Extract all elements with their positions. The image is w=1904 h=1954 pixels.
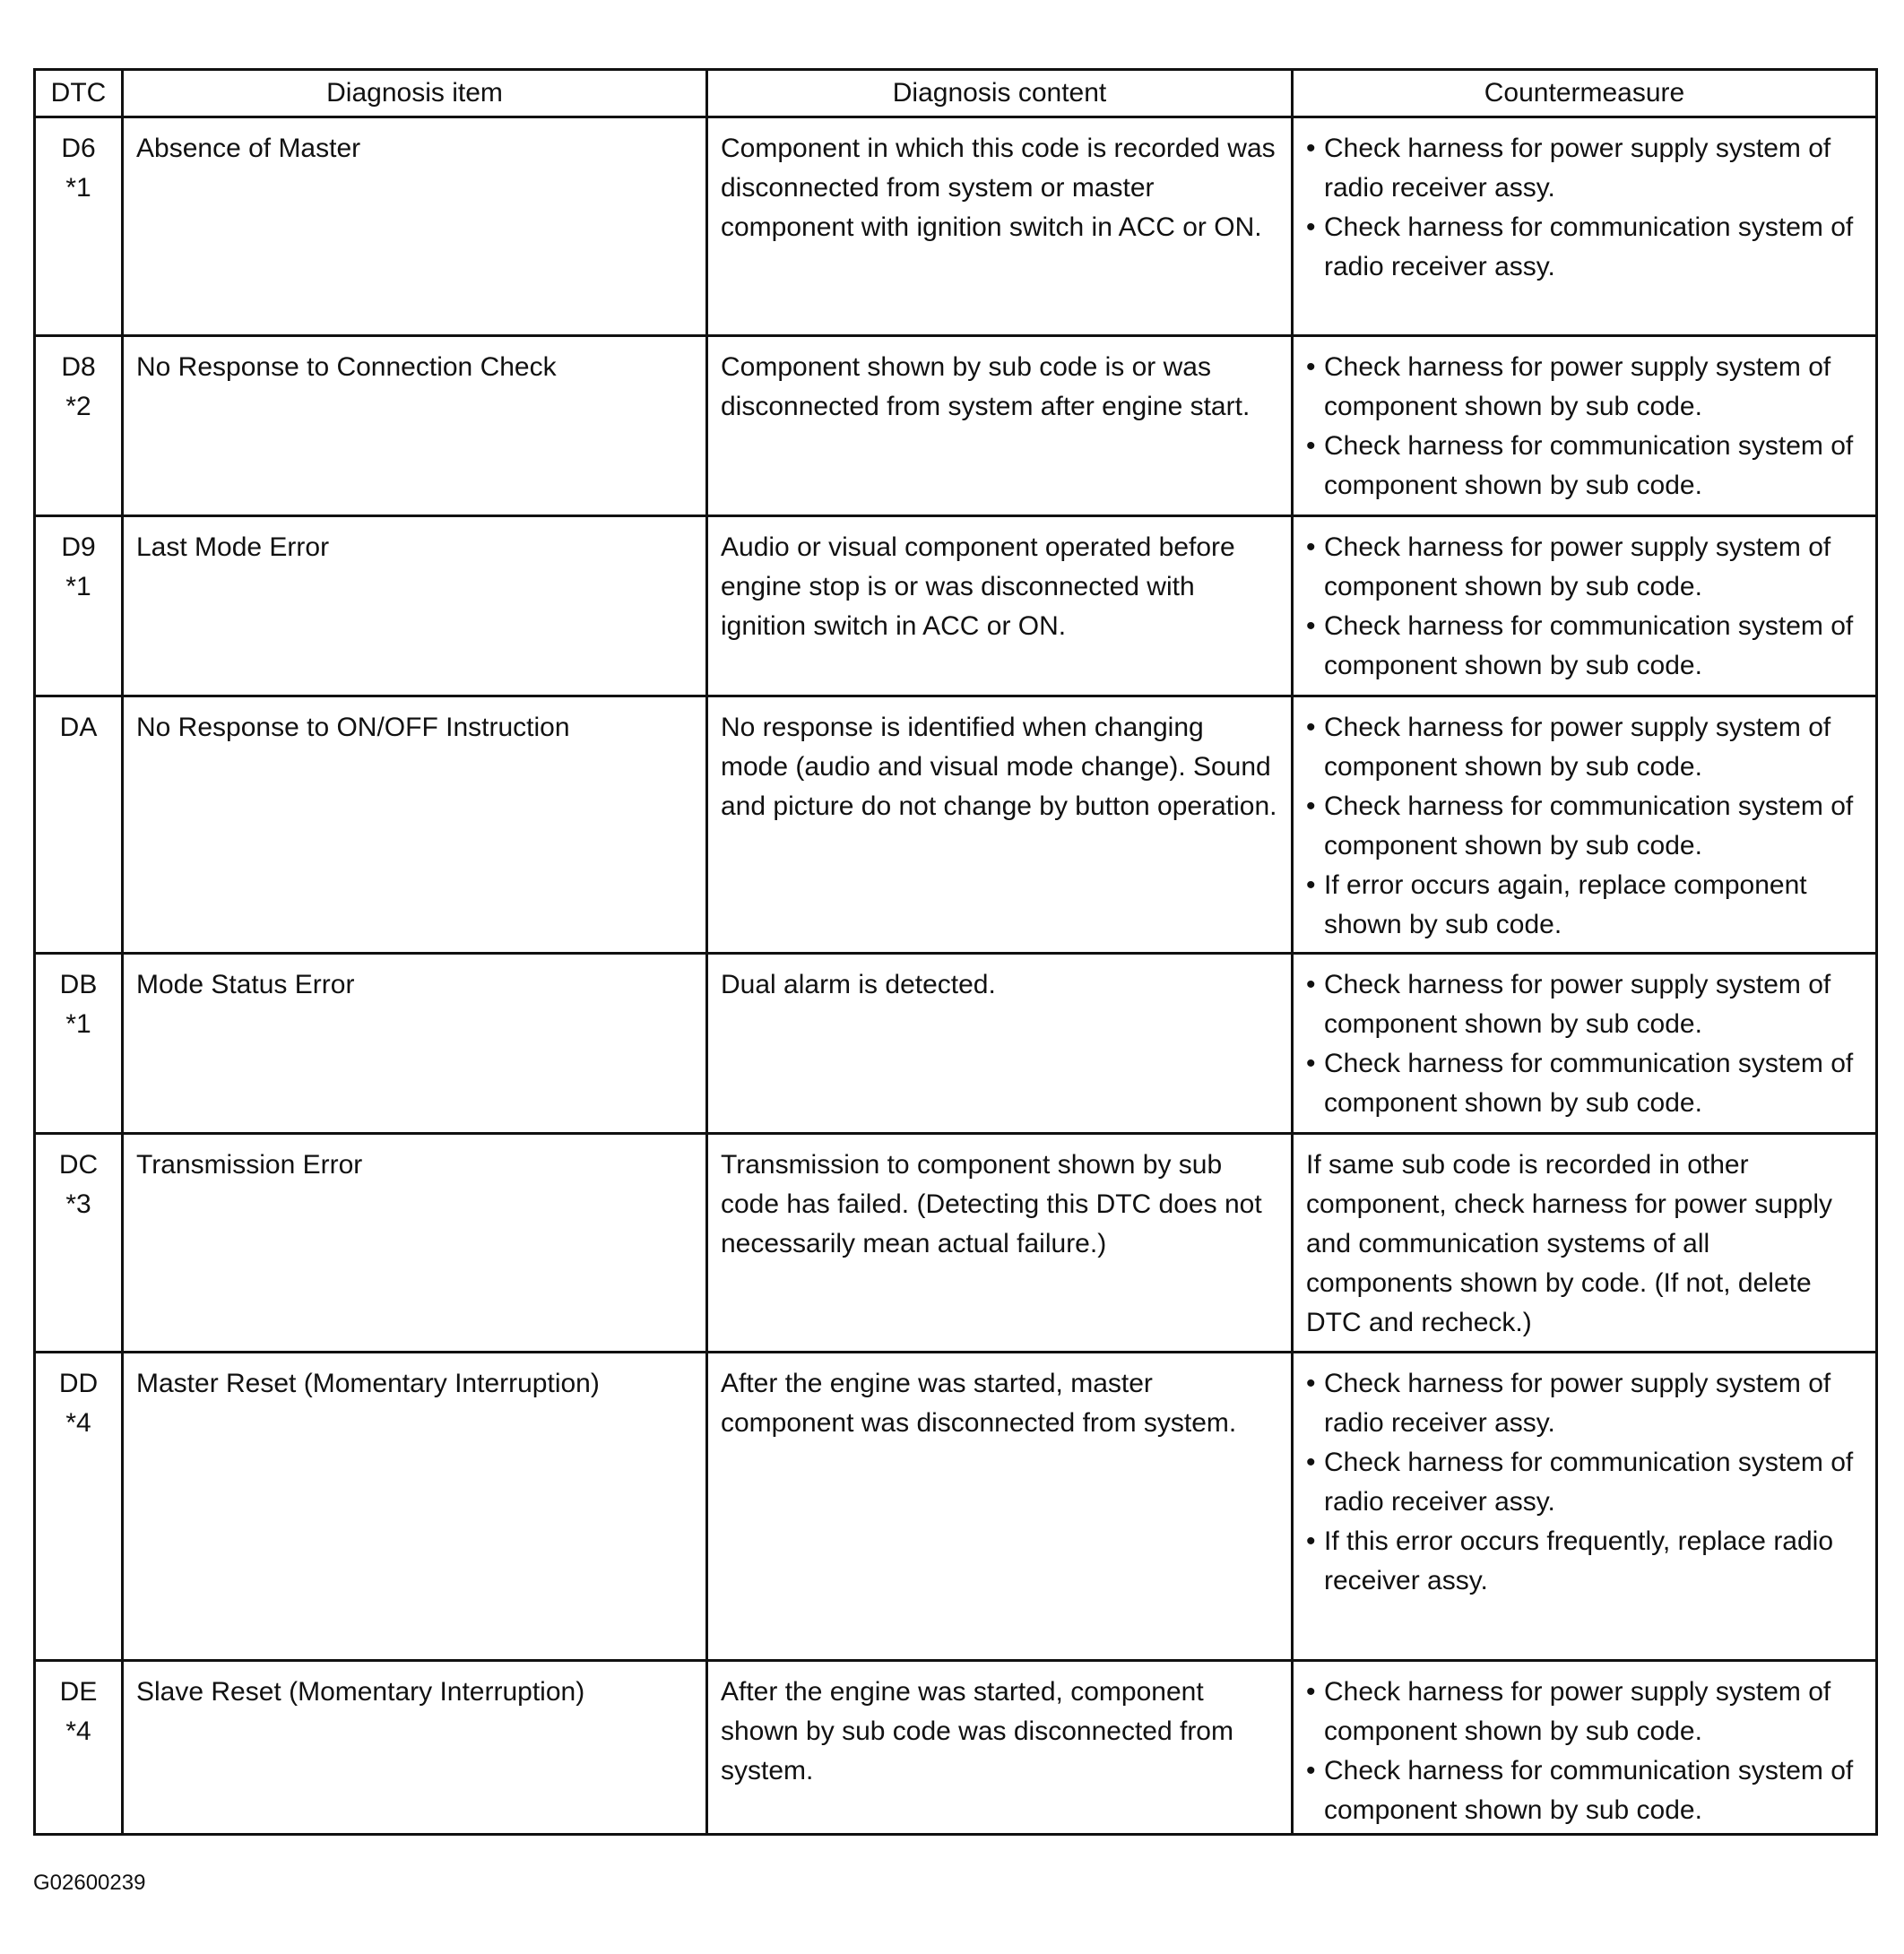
- table-row: [35, 117, 1877, 336]
- countermeasure-list: [1306, 129, 1863, 287]
- dtc-footnote: *2: [65, 392, 91, 421]
- countermeasure-list: [1306, 708, 1863, 945]
- dtc-cell: [35, 336, 123, 516]
- diagnosis-content-cell: Audio or visual component operated before engine stop is or was disconnected with ignition switch in ACC or ON.: [707, 516, 1293, 696]
- dtc-code: DB: [59, 970, 98, 999]
- dtc-footnote: *1: [65, 1009, 91, 1039]
- diagnosis-item-cell: Last Mode Error: [123, 516, 707, 696]
- diagnosis-content-cell: After the engine was started, master component was disconnected from system.: [707, 1353, 1293, 1661]
- dtc-cell: [35, 954, 123, 1134]
- diagnosis-item-cell: Absence of Master: [123, 117, 707, 336]
- diagnosis-content-cell: After the engine was started, component shown by sub code was disconnected from system.: [707, 1661, 1293, 1835]
- countermeasure-item: • Check harness for communication system of radio receiver assy.: [1306, 208, 1863, 287]
- table-body: [35, 117, 1877, 1835]
- dtc-code: D9: [61, 532, 96, 562]
- table-header: [35, 70, 1877, 117]
- table-row: [35, 516, 1877, 696]
- countermeasure-item: • Check harness for power supply system of component shown by sub code.: [1306, 528, 1863, 607]
- table-row: [35, 1661, 1877, 1835]
- countermeasure-cell: [1293, 696, 1877, 954]
- dtc-cell: [35, 1661, 123, 1835]
- countermeasure-item: • If error occurs again, replace component shown by sub code.: [1306, 866, 1863, 945]
- countermeasure-cell: [1293, 954, 1877, 1134]
- countermeasure-cell: [1293, 1134, 1877, 1353]
- countermeasure-cell: [1293, 516, 1877, 696]
- countermeasure-item: • Check harness for power supply system of component shown by sub code.: [1306, 965, 1863, 1044]
- countermeasure-item: • Check harness for power supply system of radio receiver assy.: [1306, 129, 1863, 208]
- countermeasure-cell: [1293, 1661, 1877, 1835]
- countermeasure-item: • Check harness for power supply system of component shown by sub code.: [1306, 1673, 1863, 1751]
- dtc-cell: [35, 1353, 123, 1661]
- countermeasure-list: [1306, 528, 1863, 686]
- dtc-table: [33, 68, 1878, 1836]
- dtc-code: D8: [61, 352, 96, 382]
- countermeasure-list: [1306, 348, 1863, 506]
- countermeasure-item: • Check harness for communication system of component shown by sub code.: [1306, 787, 1863, 866]
- header-dtc: DTC: [35, 70, 123, 117]
- countermeasure-item: • Check harness for communication system of component shown by sub code.: [1306, 427, 1863, 506]
- countermeasure-item: • Check harness for communication system of radio receiver assy.: [1306, 1443, 1863, 1522]
- countermeasure-item: • Check harness for power supply system of radio receiver assy.: [1306, 1364, 1863, 1443]
- countermeasure-list: [1306, 1364, 1863, 1601]
- table-row: [35, 954, 1877, 1134]
- diagnosis-content-cell: Component in which this code is recorded was disconnected from system or master component with ignition switch in ACC or ON.: [707, 117, 1293, 336]
- countermeasure-list: [1306, 965, 1863, 1123]
- diagnosis-content-cell: No response is identified when changing mode (audio and visual mode change). Sound and picture do not change by button operation.: [707, 696, 1293, 954]
- figure-id: G02600239: [33, 1871, 146, 1895]
- dtc-cell: [35, 117, 123, 336]
- dtc-code: D6: [61, 134, 96, 163]
- diagnosis-item-cell: Mode Status Error: [123, 954, 707, 1134]
- dtc-code: DA: [59, 713, 98, 742]
- dtc-cell: [35, 516, 123, 696]
- dtc-code: DE: [59, 1677, 98, 1707]
- countermeasure-item: • Check harness for communication system of component shown by sub code.: [1306, 607, 1863, 686]
- table-row: [35, 1134, 1877, 1353]
- countermeasure-cell: [1293, 336, 1877, 516]
- diagnosis-content-cell: Component shown by sub code is or was disconnected from system after engine start.: [707, 336, 1293, 516]
- countermeasure-cell: [1293, 1353, 1877, 1661]
- diagnosis-item-cell: No Response to ON/OFF Instruction: [123, 696, 707, 954]
- diagnosis-item-cell: Transmission Error: [123, 1134, 707, 1353]
- header-diagnosis-content: Diagnosis content: [707, 70, 1293, 117]
- countermeasure-cell: [1293, 117, 1877, 336]
- countermeasure-text: If same sub code is recorded in other component, check harness for power supply and communication systems of all components shown by code. (If not, delete DTC and recheck.): [1306, 1150, 1832, 1337]
- countermeasure-item: • Check harness for communication system of component shown by sub code.: [1306, 1751, 1863, 1830]
- diagnosis-content-cell: Transmission to component shown by sub code has failed. (Detecting this DTC does not necessarily mean actual failure.): [707, 1134, 1293, 1353]
- header-countermeasure: Countermeasure: [1293, 70, 1877, 117]
- dtc-cell: [35, 696, 123, 954]
- table-row: [35, 1353, 1877, 1661]
- dtc-code: DC: [58, 1150, 99, 1180]
- countermeasure-item: • Check harness for power supply system of component shown by sub code.: [1306, 708, 1863, 787]
- dtc-footnote: *1: [65, 173, 91, 203]
- countermeasure-item: • Check harness for power supply system of component shown by sub code.: [1306, 348, 1863, 427]
- diagnosis-item-cell: No Response to Connection Check: [123, 336, 707, 516]
- dtc-footnote: *4: [65, 1408, 91, 1438]
- countermeasure-item: • If this error occurs frequently, replace radio receiver assy.: [1306, 1522, 1863, 1601]
- diagnosis-content-cell: Dual alarm is detected.: [707, 954, 1293, 1134]
- header-diagnosis-item: Diagnosis item: [123, 70, 707, 117]
- header-row: [35, 70, 1877, 117]
- table-row: [35, 336, 1877, 516]
- dtc-footnote: *3: [65, 1189, 91, 1219]
- diagnosis-item-cell: Slave Reset (Momentary Interruption): [123, 1661, 707, 1835]
- countermeasure-item: • Check harness for communication system of component shown by sub code.: [1306, 1044, 1863, 1123]
- dtc-footnote: *1: [65, 572, 91, 601]
- diagnosis-item-cell: Master Reset (Momentary Interruption): [123, 1353, 707, 1661]
- table-row: [35, 696, 1877, 954]
- dtc-cell: [35, 1134, 123, 1353]
- dtc-footnote: *4: [65, 1716, 91, 1746]
- dtc-code: DD: [58, 1369, 99, 1398]
- countermeasure-list: [1306, 1673, 1863, 1830]
